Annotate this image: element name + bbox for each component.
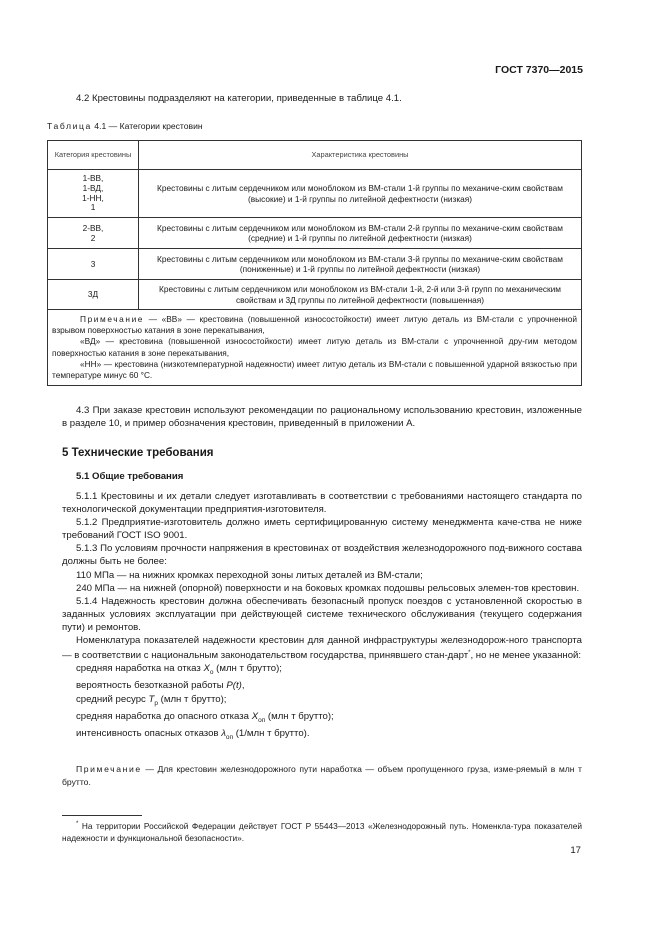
paragraph-4-3-text: 4.3 При заказе крестовин используют рекомендации по рациональному использованию крестовин, изложенные в разделе 10, и пример обозначения крестовин, приведенный в приложении А. (62, 405, 582, 430)
table-row (48, 249, 582, 280)
header-category: Категория крестовины (48, 141, 139, 170)
section-5-heading: 5 Технические требования (62, 447, 214, 459)
section-5-body (62, 490, 582, 744)
paragraph-5-1-3-b: 240 МПа — на нижней (опорной) поверхности и на боковых кромках подошвы рельсовых элемен-тов крестовин. (76, 582, 580, 594)
header-characteristic: Характеристика крестовины (139, 141, 582, 170)
paragraph-5-1-3: 5.1.3 По условиям прочности напряжения в крестовинах от воздействия железнодорожного под-вижного состава должны быть не более: (62, 543, 582, 568)
nomenclature-text-start: Номенклатура показателей надежности крестовин для данной инфраструктуры железнодорож-ного транспорта — в соответствии с национальным законодательством государства, принявшего стан-дарт (62, 635, 582, 662)
table-row (48, 218, 582, 249)
footnote-divider (62, 815, 142, 816)
footnote-text: На территории Российской Федерации действует ГОСТ Р 55443—2013 «Железнодорожный путь. Номенкла-тура показателей надежности и функциональной безопасности». (62, 820, 583, 844)
note-2-label: Примечание (76, 764, 142, 774)
page-number: 17 (570, 845, 581, 856)
description-cell: Крестовины с литым сердечником или моноблоком из ВМ-стали 1-й группы по механиче-ским свойствам (высокие) и 1-й группы по литейной дефектности (низкая) (139, 170, 582, 218)
table-caption-rest: 4.1 — Категории крестовин (94, 121, 203, 131)
description-cell: Крестовины с литым сердечником или моноблоком из ВМ-стали 3-й группы по механиче-ским свойствам (пониженные) и 1-й группы по литейной дефектности (низкая) (139, 249, 582, 280)
note-2 (62, 763, 582, 789)
paragraph-5-1-2: 5.1.2 Предприятие-изготовитель должно иметь сертифицированную систему менеджмента каче-ства не ниже требований ГОСТ ISO 9001. (62, 517, 582, 542)
list-item: интенсивность опасных отказов $\lambda_{оп}$ (1/млн т брутто). (76, 727, 310, 741)
standard-header: ГОСТ 7370—2015 (495, 64, 583, 76)
table-row (48, 170, 582, 218)
paragraph-4-3 (62, 404, 582, 430)
note-2-text: — Для крестовин железнодорожного пути наработка — объем пропущенного груза, изме-ряемый в млн т брутто. (62, 764, 582, 787)
list-item: средний ресурс $T_р$ (млн т брутто); (76, 693, 227, 707)
list-item: средняя наработка до опасного отказа $X_{оп}$ (млн т брутто); (76, 710, 334, 724)
list-item: средняя наработка на отказ $X_о$ (млн т брутто); (76, 663, 282, 677)
note-label: Примечание (80, 314, 145, 324)
paragraph-5-1-4: 5.1.4 Надежность крестовин должна обеспечивать безопасный пропуск поездов с установленной скоростью в заданных условиях эксплуатации при действующей системе технического обслуживания (текущего содержания пути) и ремонтов. (62, 595, 582, 633)
table-row (48, 280, 582, 310)
nomenclature-text-end: , но не менее указанной: (470, 650, 582, 662)
note-line-2: «ВД» — крестовина (повышенной износостойкости) имеет литую деталь из ВМ-стали с упрочненной дру-гим методом поверхностью катания в зоне перекатывания, (52, 336, 577, 358)
category-cell: 3Д (48, 280, 139, 310)
categories-table (47, 140, 582, 386)
table-note-row (48, 310, 582, 386)
footnote (62, 818, 582, 845)
table-caption-prefix: Таблица (47, 121, 92, 131)
note-line-1: — «ВВ» — крестовина (повышенной износостойкости) имеет литую деталь из ВМ-стали с упрочненной взрывом поверхностью катания в зоне перекатывания, (52, 314, 577, 336)
paragraph-nomenclature (62, 634, 582, 662)
footnote-mark: * (76, 821, 79, 827)
table-header-row (48, 141, 582, 170)
footnote-marker: * (468, 650, 471, 657)
paragraph-5-1-1: 5.1.1 Крестовины и их детали следует изготавливать в соответствии с требованиями настоящего стандарта по технологической документации предприятия-изготовителя. (62, 491, 582, 516)
description-cell: Крестовины с литым сердечником или моноблоком из ВМ-стали 1-й, 2-й или 3-й групп по механическим свойствам и 3Д группы по литейной дефектности (повышенная) (139, 280, 582, 310)
category-cell: 3 (48, 249, 139, 280)
list-item: вероятность безотказной работы P(t), (76, 680, 245, 692)
paragraph-5-1-3-a: 110 МПа — на нижних кромках переходной зоны литых деталей из ВМ-стали; (76, 569, 423, 581)
section-5-1-heading: 5.1 Общие требования (76, 471, 184, 482)
reliability-indicators-list (62, 662, 582, 743)
table-caption (47, 119, 203, 133)
intro-paragraph: 4.2 Крестовины подразделяют на категории, приведенные в таблице 4.1. (76, 93, 402, 104)
description-cell: Крестовины с литым сердечником или моноблоком из ВМ-стали 2-й группы по механиче-ским свойствам (средние) и 1-й группы по литейной дефектности (низкая) (139, 218, 582, 249)
note-line-3: «НН» — крестовина (низкотемпературной надежности) имеет литую деталь из ВМ-стали с повышенной ударной вязкостью при температуре минус 60 °С. (52, 358, 577, 381)
category-cell: 1-ВВ, 1-ВД, 1-НН, 1 (48, 170, 139, 218)
category-cell: 2-ВВ, 2 (48, 218, 139, 249)
table-note (48, 310, 582, 386)
